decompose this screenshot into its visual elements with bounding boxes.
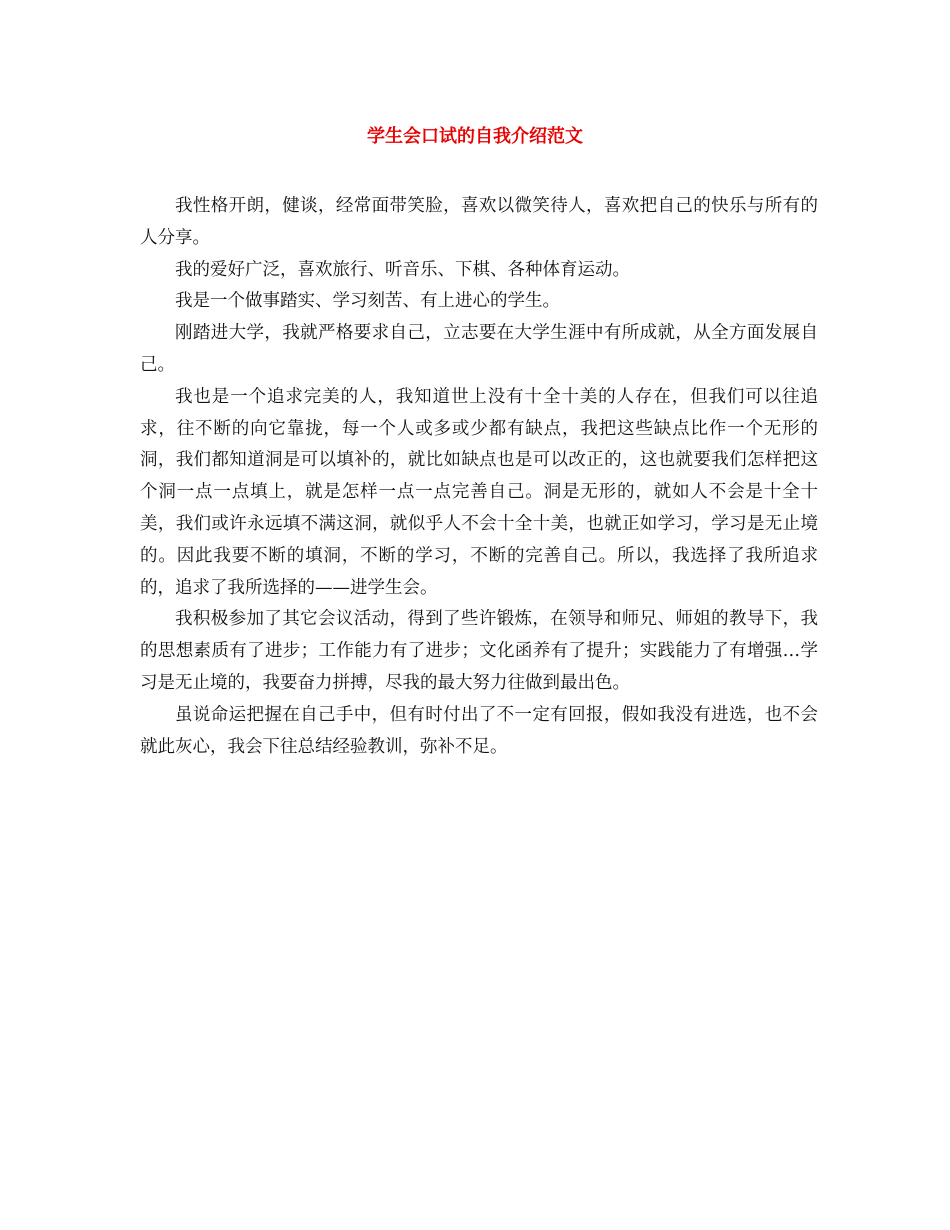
document-body (140, 191, 818, 763)
document-title: 学生会口试的自我介绍范文 (367, 126, 583, 147)
paragraph-attitude: 虽说命运把握在自己手中，但有时付出了不一定有回报，假如我没有进选，也不会就此灰心，我会下往总结经验教训，弥补不足。 (140, 704, 818, 757)
paragraph-personality: 我性格开朗，健谈，经常面带笑脸，喜欢以微笑待人，喜欢把自己的快乐与所有的人分享。 (140, 196, 818, 248)
paragraph-student-traits: 我是一个做事踏实、学习刻苦、有上进心的学生。 (175, 291, 560, 312)
paragraph-university-goals: 刚踏进大学，我就严格要求自己，立志要在大学生涯中有所成就，从全方面发展自己。 (140, 323, 818, 375)
paragraph-hobbies: 我的爱好广泛，喜欢旅行、听音乐、下棋、各种体育运动。 (175, 259, 630, 280)
paragraph-pursuit-of-perfection: 我也是一个追求完美的人，我知道世上没有十全十美的人存在，但我们可以往追求，往不断的向它靠拢，每一个人或多或少都有缺点，我把这些缺点比作一个无形的洞，我们都知道洞是可以填补的，就比如缺点也是可以改正的，这也就要我们怎样把这个洞一点一点填上，就是怎样一点一点完善自己。洞是无形的，就如人不会是十全十美，我们或许永远填不满这洞，就似乎人不会十全十美，也就正如学习，学习是无止境的。因此我要不断的填洞，不断的学习，不断的完善自己。所以，我选择了我所追求的，追求了我所选择的——进学生会。 (140, 386, 818, 598)
paragraph-activities: 我积极参加了其它会议活动，得到了些许锻炼，在领导和师兄、师姐的教导下，我的思想素质有了进步；工作能力有了进步；文化函养有了提升；实践能力了有增强…学习是无止境的，我要奋力拼搏，尽我的最大努力往做到最出色。 (140, 609, 818, 693)
